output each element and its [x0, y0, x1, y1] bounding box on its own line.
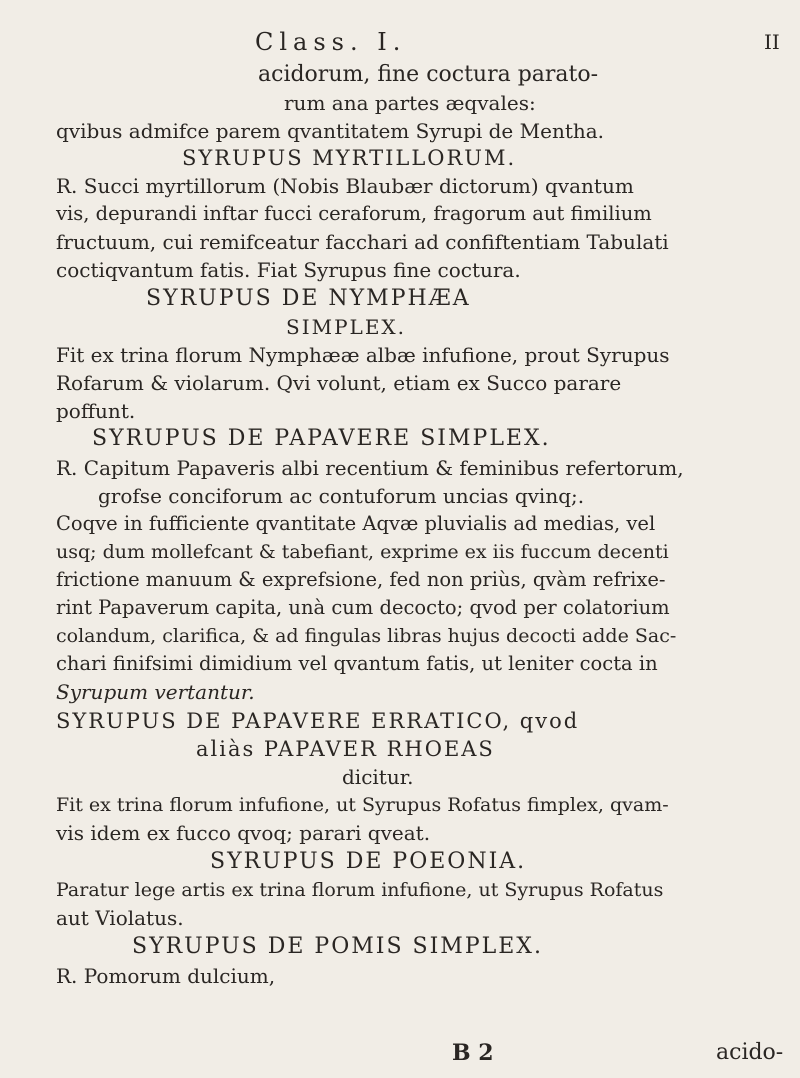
section-heading: SYRUPUS DE NYMPHÆA: [146, 286, 471, 311]
text-line: aut Violatus.: [56, 906, 184, 930]
text-line: rum ana partes æqvales:: [284, 91, 536, 115]
text-line: R. Capitum Papaveris albi recentium & feminibus refertorum,: [56, 456, 684, 480]
section-heading: SYRUPUS DE POMIS SIMPLEX.: [132, 934, 543, 959]
section-heading: SYRUPUS DE POEONIA.: [210, 849, 527, 874]
text-line: Rofarum & violarum. Qvi volunt, etiam ex Succo parare: [56, 371, 622, 395]
text-line: coctiqvantum fatis. Fiat Syrupus fine coctura.: [56, 258, 521, 282]
text-line: Syrupum vertantur.: [56, 680, 255, 704]
text-line: fructuum, cui remifceatur facchari ad confiftentiam Tabulati: [56, 230, 669, 254]
text-line: Coqve in fufficiente qvantitate Aqvæ pluvialis ad medias, vel: [56, 512, 656, 535]
catchword: acido-: [716, 1040, 784, 1065]
text-line: qvibus admifce parem qvantitatem Syrupi de Mentha.: [56, 119, 605, 143]
section-heading: SYRUPUS DE PAPAVERE ERRATICO, qvod: [56, 709, 580, 733]
section-heading: SYRUPUS DE PAPAVERE SIMPLEX.: [92, 426, 551, 451]
text-line: Paratur lege artis ex trina florum infufione, ut Syrupus Rofatus: [56, 879, 664, 901]
text-line: usq; dum mollefcant & tabefiant, exprime ex iis fuccum decenti: [56, 541, 669, 563]
text-line: R. Succi myrtillorum (Nobis Blaubær dictorum) qvantum: [56, 174, 634, 198]
text-line: acidorum, fine coctura parato-: [258, 62, 599, 87]
text-line: grofse conciforum ac contuforum uncias qvinq;.: [98, 484, 585, 508]
text-line: dicitur.: [342, 765, 414, 789]
text-line: Fit ex trina florum Nymphææ albæ infufione, prout Syrupus: [56, 343, 670, 367]
running-head: Class. I.: [255, 28, 407, 56]
page-number: II: [764, 30, 780, 54]
section-heading: aliàs PAPAVER RHOEAS: [196, 737, 495, 761]
text-line: colandum, clarifica, & ad fingulas libras hujus decocti adde Sac-: [56, 625, 677, 647]
signature-mark: B 2: [452, 1040, 494, 1066]
text-line: Fit ex trina florum infufione, ut Syrupus Rofatus fimplex, qvam-: [56, 794, 669, 816]
text-line: rint Papaverum capita, unà cum decocto; qvod per colatorium: [56, 596, 670, 619]
text-line: frictione manuum & exprefsione, fed non priùs, qvàm refrixe-: [56, 568, 666, 591]
text-line: R. Pomorum dulcium,: [56, 964, 276, 988]
section-heading: SYRUPUS MYRTILLORUM.: [182, 146, 517, 170]
text-line: vis idem ex fucco qvoq; parari qveat.: [56, 821, 431, 845]
text-line: chari finifsimi dimidium vel qvantum fatis, ut leniter cocta in: [56, 652, 658, 675]
section-heading: SIMPLEX.: [286, 315, 407, 339]
text-line: vis, depurandi inftar fucci ceraforum, fragorum aut fimilium: [56, 202, 652, 225]
text-line: poffunt.: [56, 399, 136, 423]
